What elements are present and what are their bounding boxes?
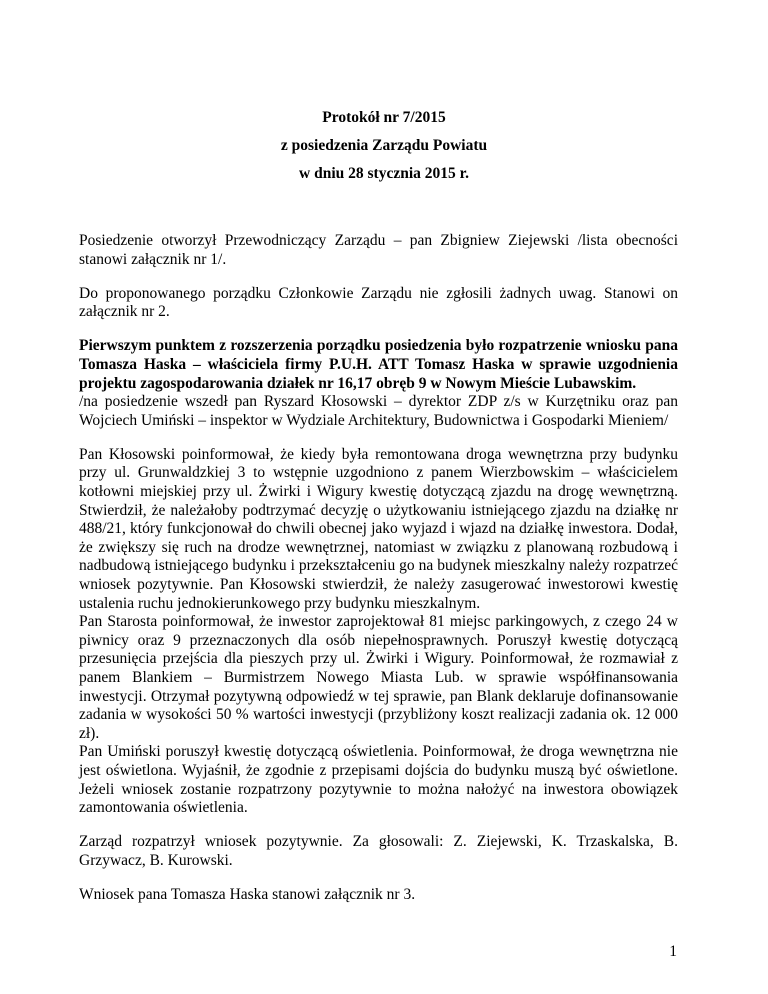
- paragraph-first-item-heading: Pierwszym punktem z rozszerzenia porządku posiedzenia było rozpatrzenie wniosku pana Tomasza Haska – właściciela firmy P.U.H. ATT Tomasz Haska w sprawie uzgodnienia projektu zagospodarowania działek nr 16,17 obręb 9 w Nowym Mieście Lubawskim.: [79, 337, 678, 392]
- paragraph-uminski: Pan Umiński poruszył kwestię dotyczącą oświetlenia. Poinformował, że droga wewnętrzna nie jest oświetlona. Wyjaśnił, że zgodnie z przepisami dojścia do budynku muszą być oświetlone. Jeżeli wniosek zostanie rozpatrzony pozytywnie to można nałożyć na inwestora obowiązek zamontowania oświetlenia.: [79, 743, 678, 817]
- paragraph-attachment: Wniosek pana Tomasza Haska stanowi załącznik nr 3.: [79, 885, 416, 903]
- paragraph-klosowski: Pan Kłosowski poinformował, że kiedy była remontowana droga wewnętrzna przy budynku przy ul. Grunwaldzkiej 3 to wstępnie uzgodniono z panem Wierzbowskim – właścicielem kotłowni miejskiej przy ul. Żwirki i Wigury kwestię dotyczącą zjazdu na drogę wewnętrzną. Stwierdził, że należałoby podtrzymać decyzję o użytkowaniu istniejącego zjazdu na działkę nr 488/21, który funkcjonował do chwili obecnej jako wyjazd i wjazd na działkę inwestora. Dodał, że zwiększy się ruch na drodze wewnętrznej, natomiast w związku z planowaną rozbudową i nadbudową istniejącego budynku i przekształceniu go na budynek mieszkalny należy rozpatrzeć wniosek pozytywnie. Pan Kłosowski stwierdził, że należy zasugerować inwestorowi kwestię ustalenia ruchu jednokierunkowego przy budynku mieszkalnym.: [79, 445, 678, 612]
- paragraph-decision: Zarząd rozpatrzył wniosek pozytywnie. Za głosowali: Z. Ziejewski, K. Trzaskalska, B. Grzywacz, B. Kurowski.: [79, 833, 678, 869]
- paragraph-starosta: Pan Starosta poinformował, że inwestor zaprojektował 81 miejsc parkingowych, z czego 24 w piwnicy oraz 9 przeznaczonych dla osób niepełnosprawnych. Poruszył kwestię dotyczącą przesunięcia przejścia dla pieszych przy ul. Żwirki i Wigury. Poinformował, że rozmawiał z panem Blankiem – Burmistrzem Nowego Miasta Lub. w sprawie współfinansowania inwestycji. Otrzymał pozytywną odpowiedź w tej sprawie, pan Blank deklaruje dofinansowanie zadania w wysokości 50 % wartości inwestycji (przybliżony koszt realizacji zadania ok. 12 000 zł).: [79, 613, 678, 742]
- paragraph-agenda: Do proponowanego porządku Członkowie Zarządu nie zgłosili żadnych uwag. Stanowi on załącznik nr 2.: [79, 284, 678, 321]
- document-body: [79, 232, 678, 920]
- paragraph-opening: Posiedzenie otworzył Przewodniczący Zarządu – pan Zbigniew Ziejewski /lista obecności stanowi załącznik nr 1/.: [79, 232, 678, 268]
- paragraph-attendance-note: /na posiedzenie wszedł pan Ryszard Kłosowski – dyrektor ZDP z/s w Kurzętniku oraz pan Wojciech Umiński – inspektor w Wydziale Architektury, Budownictwa i Gospodarki Mieniem/: [79, 393, 678, 429]
- document-subtitle: z posiedzenia Zarządu Powiatu: [280, 137, 488, 154]
- document-date: w dniu 28 stycznia 2015 r.: [299, 165, 469, 182]
- document-title: Protokół nr 7/2015: [322, 109, 446, 126]
- page-number: 1: [669, 943, 677, 960]
